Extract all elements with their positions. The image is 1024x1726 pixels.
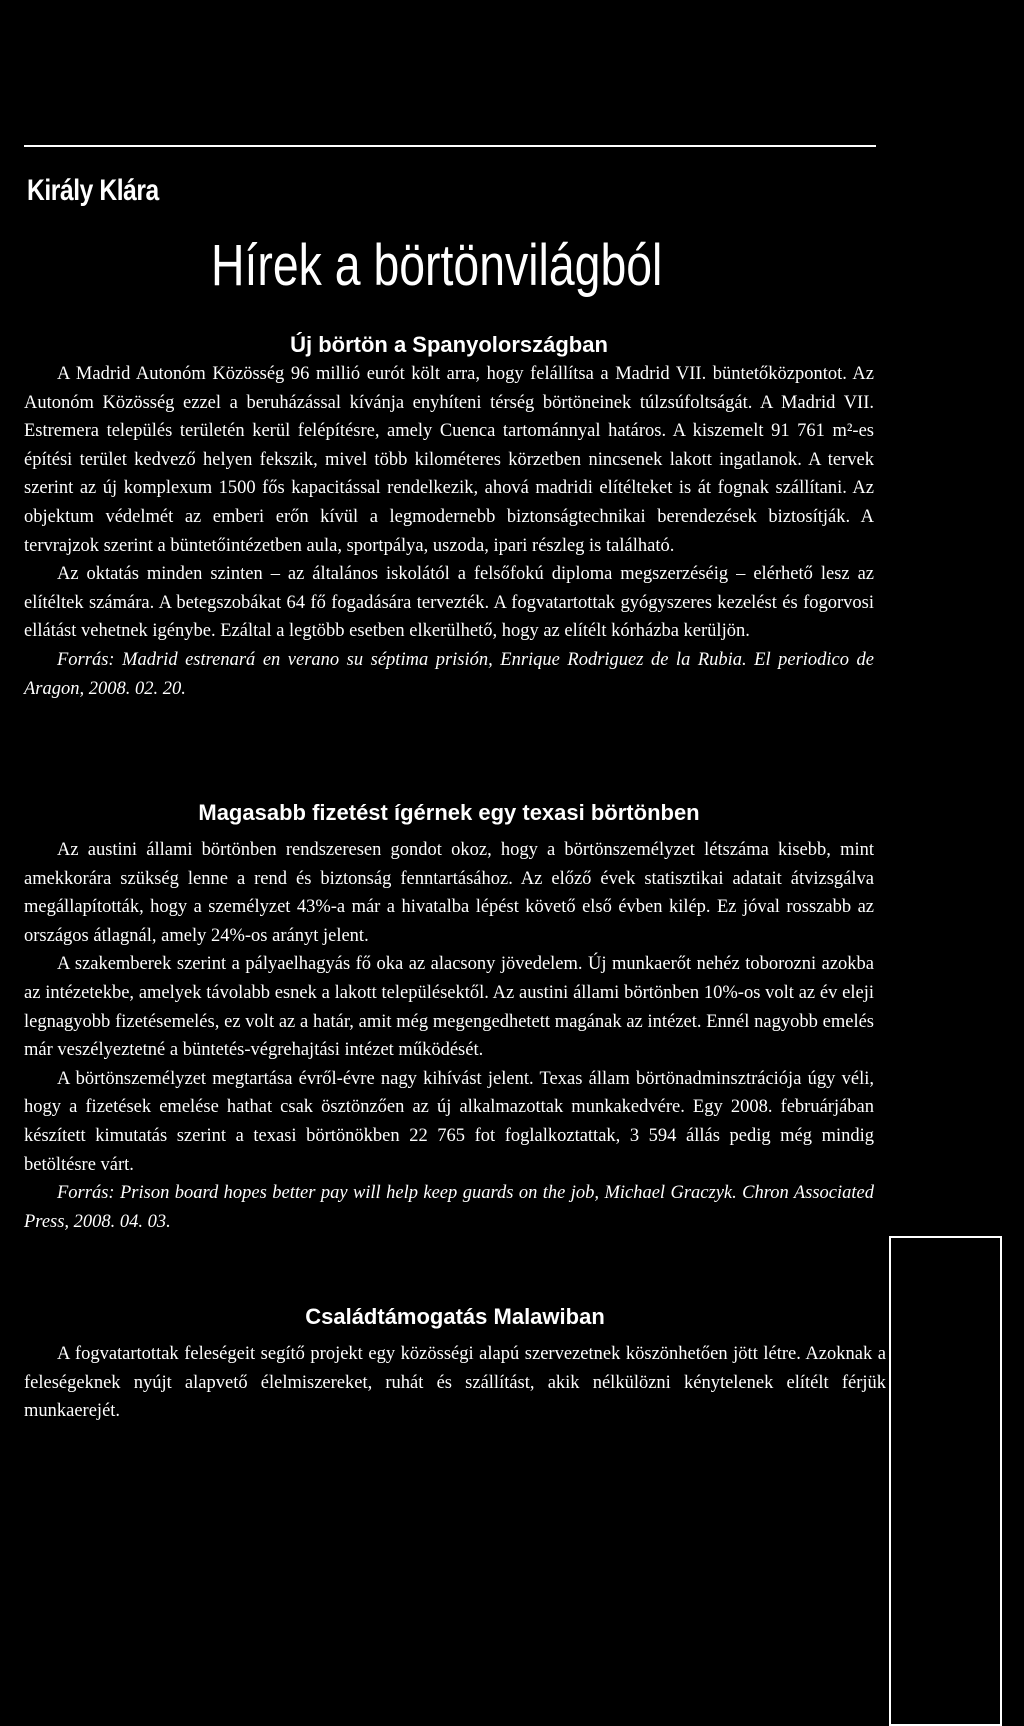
article-heading: Új börtön a Spanyolországban <box>290 332 608 357</box>
article-paragraph: A Madrid Autonóm Közösség 96 millió eurót költ arra, hogy felállítsa a Madrid VII. büntetőközpontot. Az Autonóm Közösség ezzel a beruházással kívánja enyhíteni térség börtöneinek túlzsúfoltságát. A Madrid VII. Estremera település területén kerül felépítésre, amely Cuenca tartománnyal határos. A kiszemelt 91 761 m²-es építési terület kedvező helyen fekszik, mivel több kilométeres körzetben nincsenek lakott ingatlanok. A tervek szerint az új komplexum 1500 fős kapacitással rendelkezik, ahová madridi elítélteket is át fognak szállítani. Az objektum védelmét az emberi erőn kívül a legmodernebb biztonságtechnikai berendezések biztosítják. A tervrajzok szerint a büntetőintézetben aula, sportpálya, uszoda, ipari részleg is található. <box>24 364 874 556</box>
page-title: Hírek a börtönvilágból <box>211 233 663 298</box>
article-new-prison-spain <box>24 332 874 703</box>
side-box-right-border <box>1000 1236 1002 1726</box>
author-name: Király Klára <box>27 174 159 207</box>
article-source: Forrás: Prison board hopes better pay will help keep guards on the job, Michael Graczyk. Chron Associated Press, 2008. 04. 03. <box>24 1183 874 1232</box>
article-paragraph: A börtönszemélyzet megtartása évről-évre nagy kihívást jelent. Texas állam börtönadminsztrációja úgy véli, hogy a fizetések emelése hathat csak ösztönzően az új alkalmazottak munkakedvére. Egy 2008. februárjában készített kimutatás szerint a texasi börtönökben 22 765 fot foglalkoztattak, 3 594 állás pedig még mindig betöltésre várt. <box>24 1068 874 1175</box>
article-source: Forrás: Madrid estrenará en verano su séptima prisión, Enrique Rodriguez de la Rubia. El periodico de Aragon, 2008. 02. 20. <box>24 649 874 699</box>
article-paragraph: Az austini állami börtönben rendszeresen gondot okoz, hogy a börtönszemélyzet létszáma kisebb, mint amekkorára szükség lenne a rend és biztonság fenntartásához. Az előző évek statisztikai adatait átvizsgálva megállapították, hogy a személyzet 43%-a már a hivatalba lépést követő első évben kilép. Ez jóval rosszabb az országos átlagnál, amely 24%-os arányt jelent. <box>24 840 874 946</box>
article-paragraph: Az oktatás minden szinten – az általános iskolától a felsőfokú diploma megszerzéséig – elérhető lesz az elítéltek számára. A betegszobákat 64 fő fogadására tervezték. A fogvatartottak gyógyszeres kezelést és fogorvosi ellátást vehetnek igénybe. Ezáltal a legtöbb esetben elkerülhető, hogy az elítélt kórházba kerüljön. <box>24 564 874 642</box>
article-paragraph: A szakemberek szerint a pályaelhagyás fő oka az alacsony jövedelem. Új munkaerőt nehéz toborozni azokba az intézetekbe, amelyek távolabb esnek a lakott településektől. Az austini állami börtönben 10%-os volt az év eleji legnagyobb fizetésemelés, ez volt az a határ, amit még megengedhetett magának az intézet. Ennél nagyobb emelés már veszélyeztetné a büntetés-végrehajtási intézet működését. <box>24 954 874 1061</box>
article-paragraph: A fogvatartottak feleségeit segítő projekt egy közösségi alapú szervezetnek köszönhetően jött létre. Azoknak a feleségeknek nyújt alapvető élelmiszereket, ruhát és szállítást, akik nélkülözni kénytelenek elítélt férjük munkaerejét. <box>24 1344 886 1422</box>
article-malawi-family-support <box>24 1304 886 1426</box>
article-heading: Magasabb fizetést ígérnek egy texasi börtönben <box>198 800 700 825</box>
top-rule <box>24 145 876 147</box>
side-box-top-border <box>889 1236 1002 1238</box>
article-heading: Családtámogatás Malawiban <box>305 1304 605 1329</box>
side-box-left-border <box>889 1236 891 1726</box>
article-texas-prison-pay <box>24 800 874 1236</box>
